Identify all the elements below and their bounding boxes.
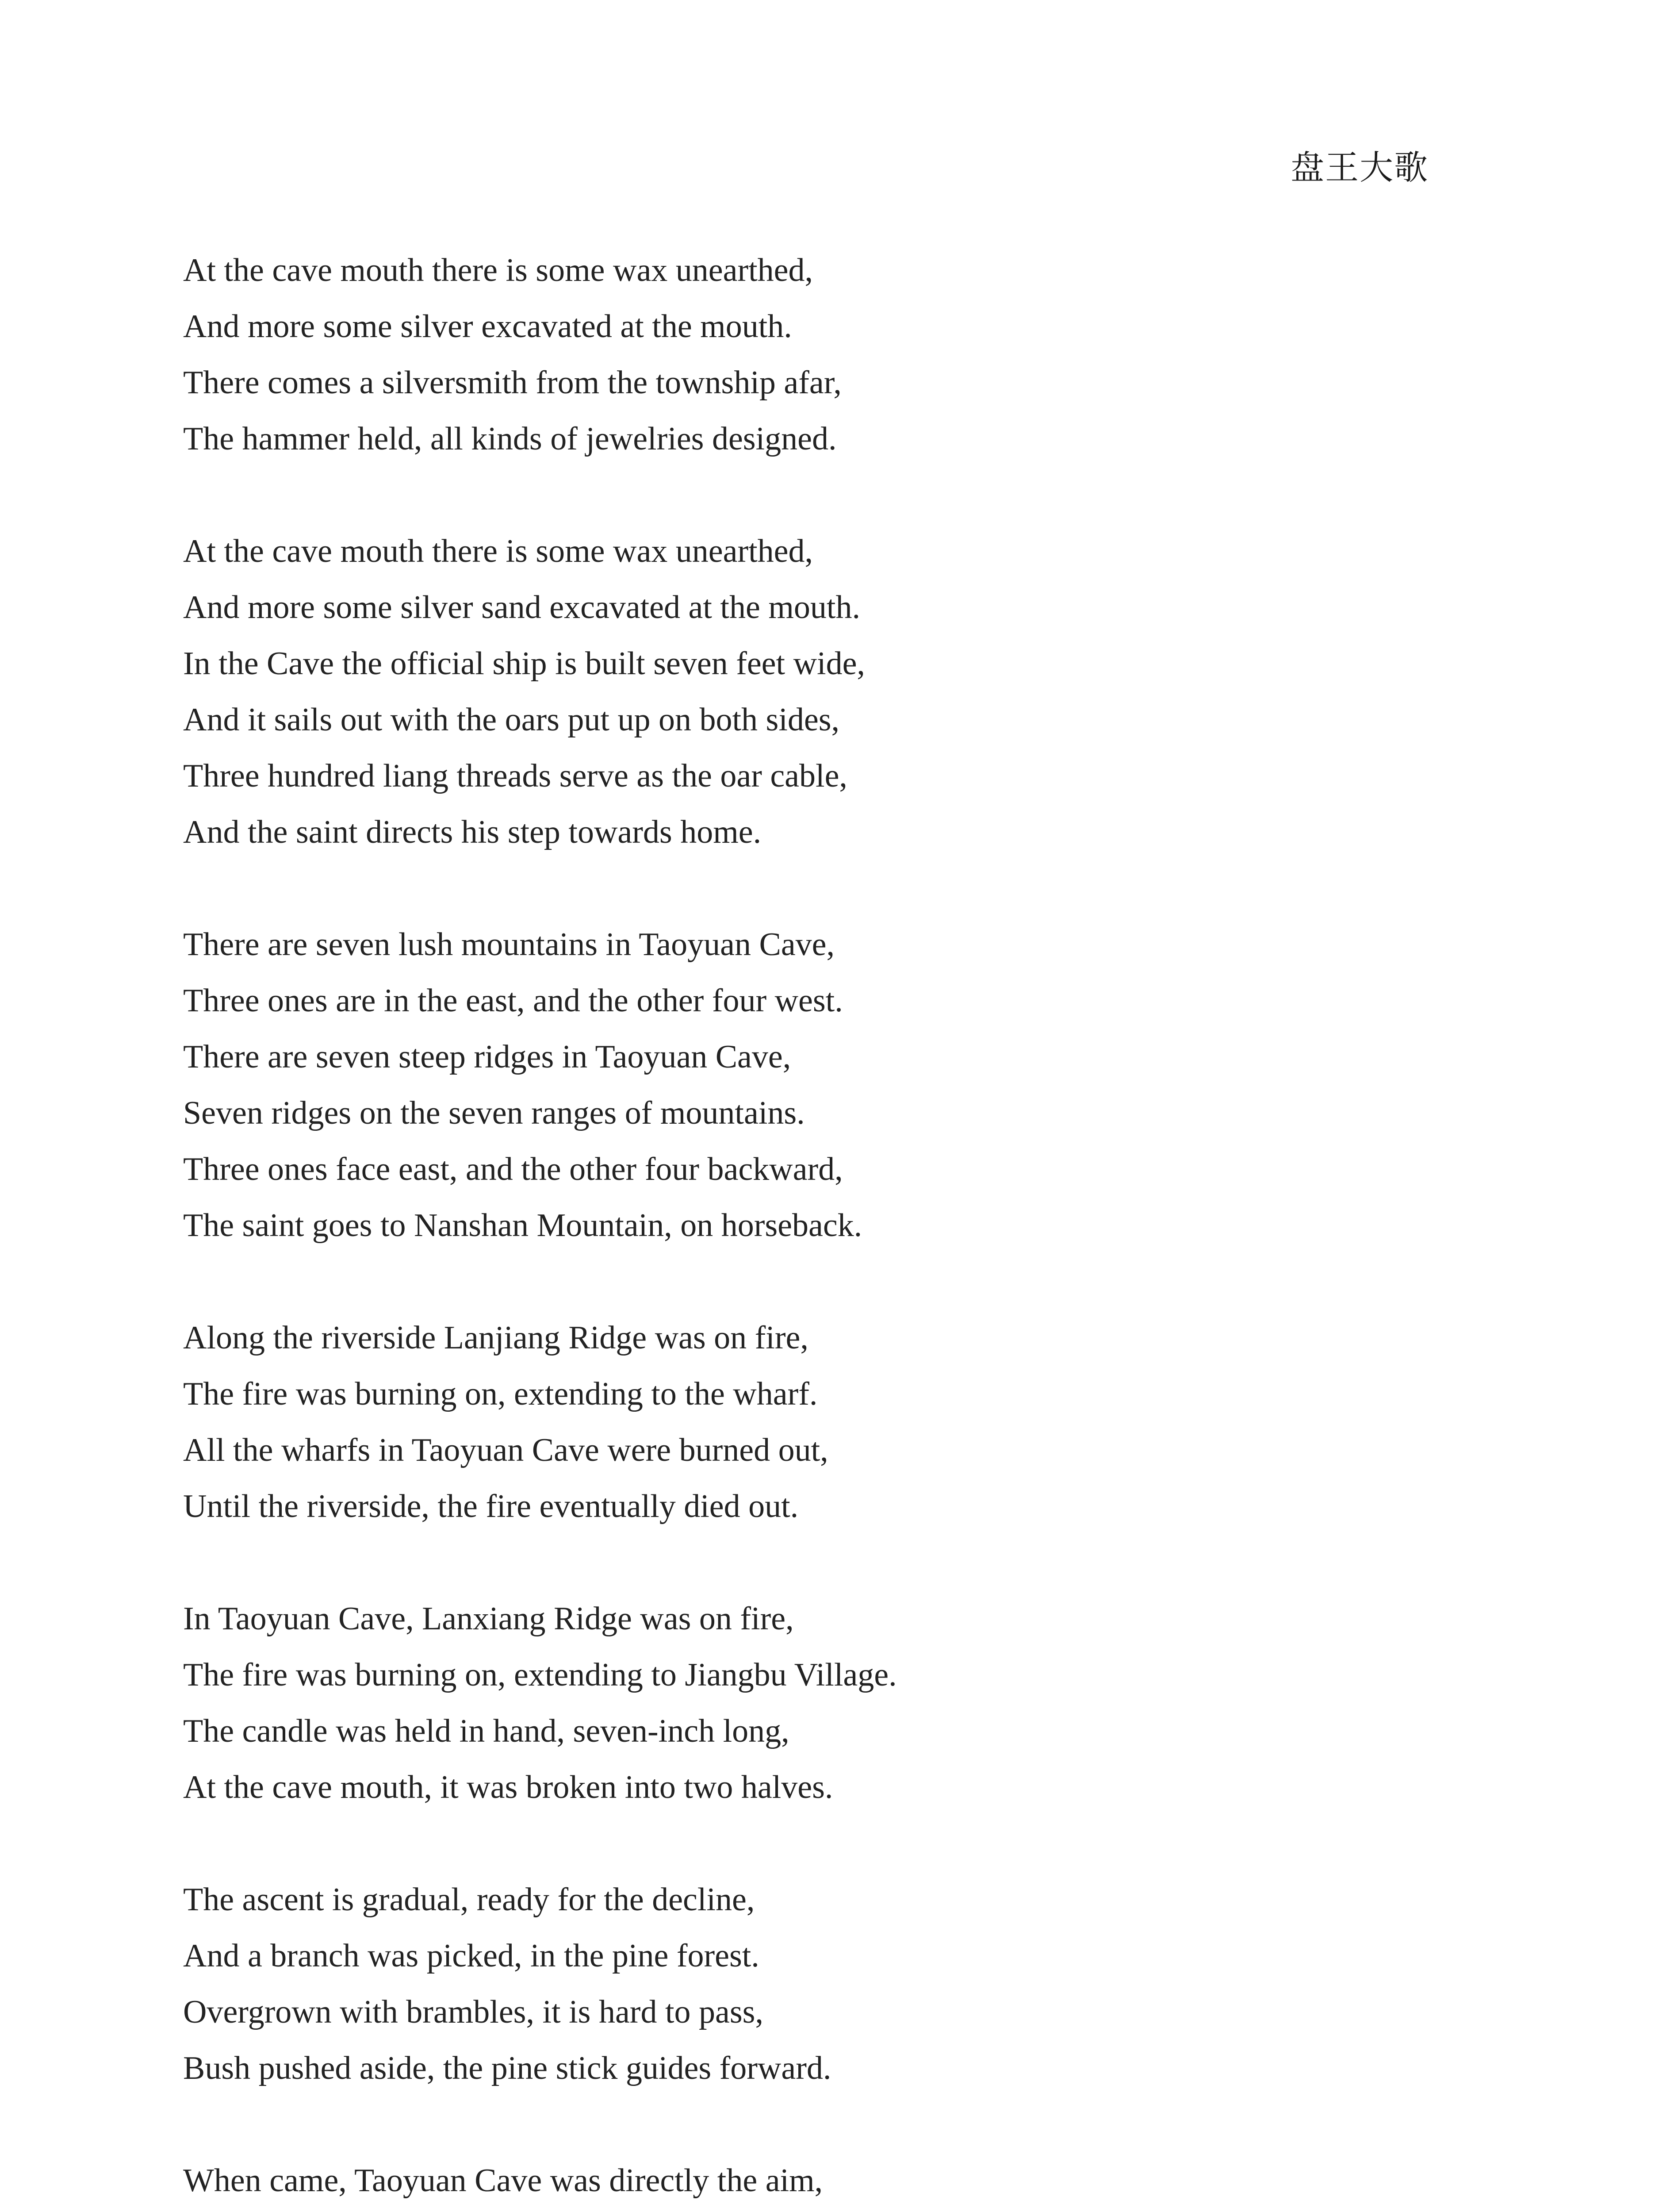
- poem-line: And more some silver sand excavated at the mouth.: [183, 589, 860, 626]
- poem-body: [183, 242, 1466, 2212]
- poem-line: The ascent is gradual, ready for the decline,: [183, 1882, 755, 1918]
- stanza-6: [183, 1872, 1466, 2097]
- poem-line: In Taoyuan Cave, Lanxiang Ridge was on fire,: [183, 1601, 794, 1637]
- stanza-3: [183, 917, 1466, 1254]
- poem-line: At the cave mouth there is some wax unearthed,: [183, 252, 813, 288]
- poem-line: When came, Taoyuan Cave was directly the aim,: [183, 2162, 823, 2199]
- poem-line: Along the riverside Lanjiang Ridge was on fire,: [183, 1320, 808, 1356]
- poem-line: All the wharfs in Taoyuan Cave were burned out,: [183, 1432, 828, 1468]
- stanza-7: [183, 2153, 1466, 2209]
- poem-line: Until the riverside, the fire eventually died out.: [183, 1488, 799, 1525]
- poem-line: The fire was burning on, extending to the wharf.: [183, 1376, 818, 1412]
- poem-line: Three hundred liang threads serve as the oar cable,: [183, 758, 847, 794]
- poem-line: And it sails out with the oars put up on both sides,: [183, 702, 840, 738]
- stanza-1: [183, 242, 1466, 467]
- poem-line: At the cave mouth, it was broken into two halves.: [183, 1769, 833, 1805]
- stanza-4: [183, 1310, 1466, 1535]
- poem-line: And a branch was picked, in the pine forest.: [183, 1938, 759, 1974]
- poem-line: The saint goes to Nanshan Mountain, on horseback.: [183, 1207, 862, 1244]
- poem-line: Three ones are in the east, and the other four west.: [183, 983, 843, 1019]
- stanza-2: [183, 523, 1466, 860]
- poem-line: The candle was held in hand, seven-inch long,: [183, 1713, 789, 1749]
- poem-line: There are seven steep ridges in Taoyuan Cave,: [183, 1039, 791, 1075]
- running-header-title: 盘王大歌: [1291, 148, 1429, 187]
- poem-line: In the Cave the official ship is built seven feet wide,: [183, 645, 865, 682]
- poem-line: There comes a silversmith from the township afar,: [183, 365, 842, 401]
- poem-line: The fire was burning on, extending to Jiangbu Village.: [183, 1657, 897, 1693]
- poem-line: Three ones face east, and the other four backward,: [183, 1151, 843, 1187]
- stanza-5: [183, 1591, 1466, 1816]
- poem-line: Seven ridges on the seven ranges of mountains.: [183, 1095, 805, 1131]
- poem-line: At the cave mouth there is some wax unearthed,: [183, 533, 813, 569]
- poem-line: Overgrown with brambles, it is hard to pass,: [183, 1994, 763, 2030]
- poem-line: The hammer held, all kinds of jewelries designed.: [183, 421, 837, 457]
- poem-line: There are seven lush mountains in Taoyuan Cave,: [183, 926, 835, 963]
- poem-line: Bush pushed aside, the pine stick guides forward.: [183, 2050, 831, 2086]
- poem-line: And more some silver excavated at the mouth.: [183, 308, 792, 345]
- poem-line: And the saint directs his step towards home.: [183, 814, 762, 850]
